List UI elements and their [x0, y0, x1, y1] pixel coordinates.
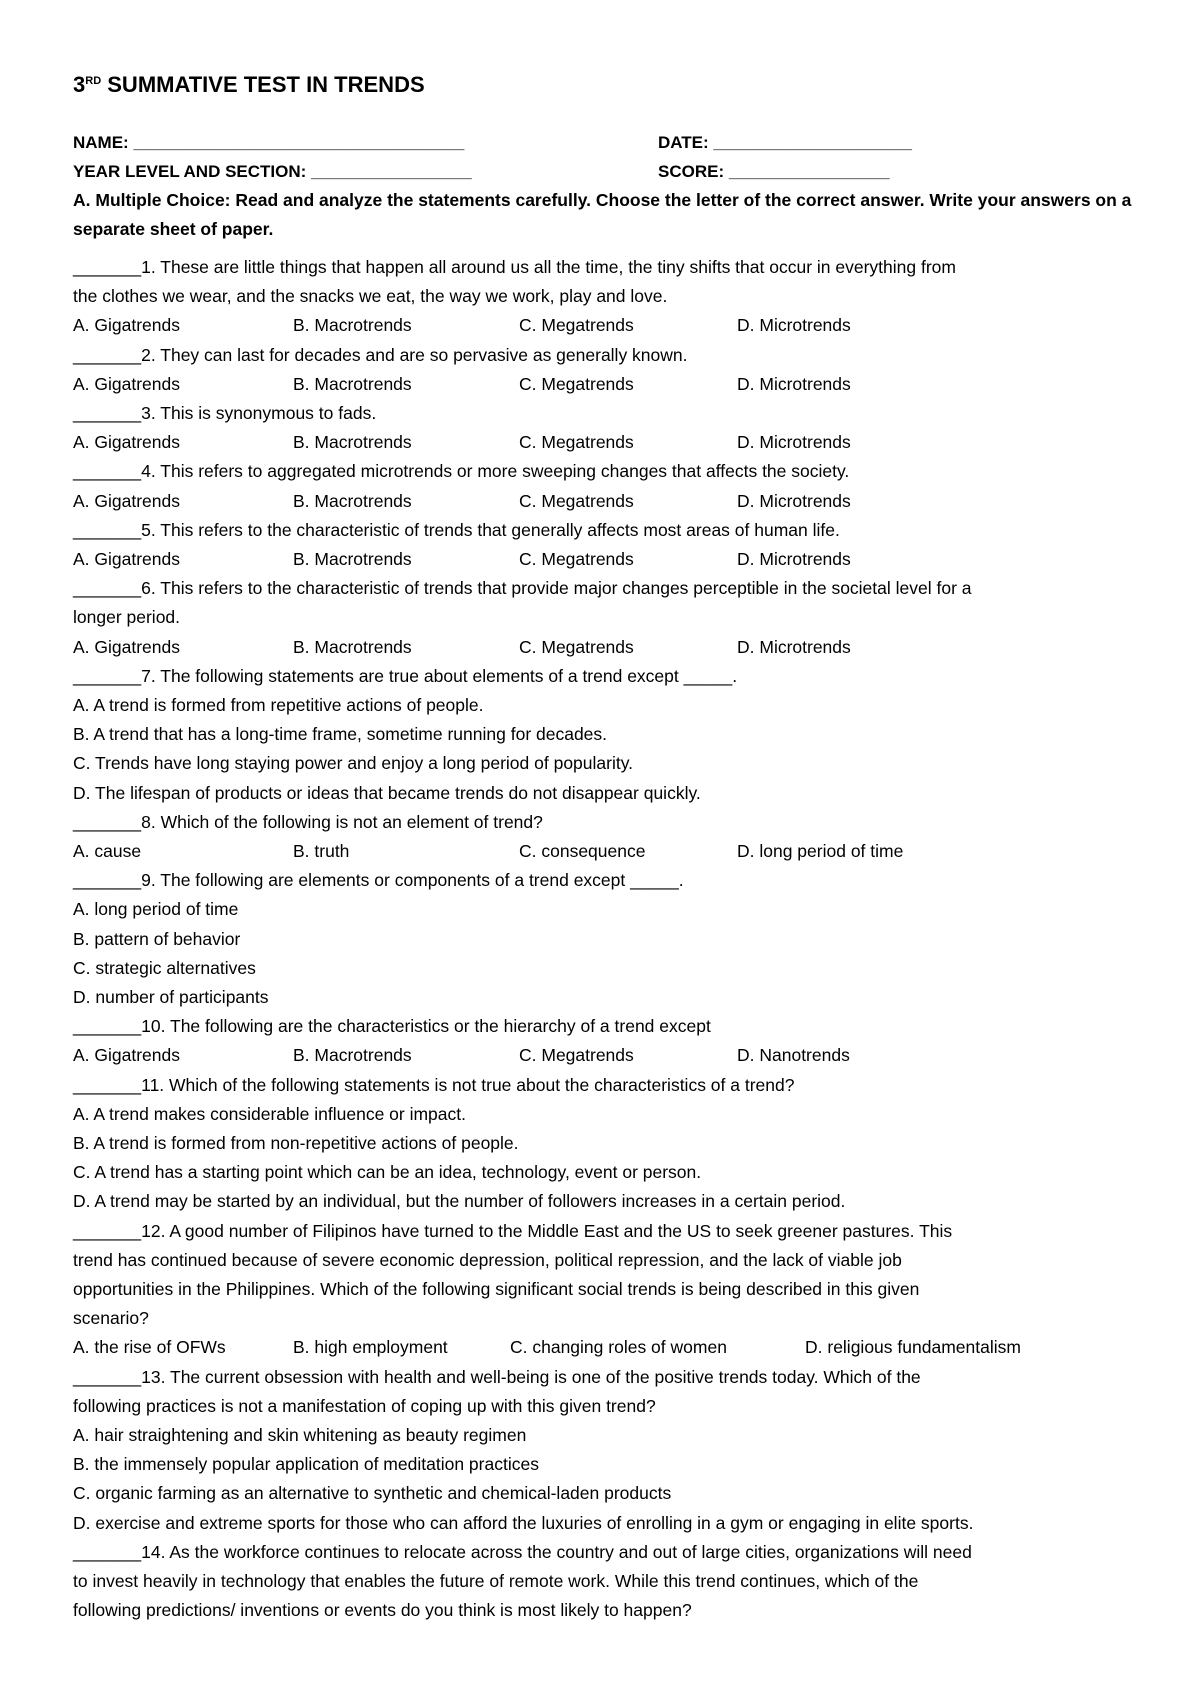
question-7-option-b: B. A trend that has a long-time frame, sometime running for decades. — [73, 724, 608, 745]
title-number: 3 — [73, 72, 86, 97]
question-1-line-2: the clothes we wear, and the snacks we eat, the way we work, play and love. — [73, 286, 668, 307]
option-c: C. Megatrends — [519, 432, 634, 453]
question-7: _______7. The following statements are true about elements of a trend except _____. — [73, 665, 738, 686]
question-10-options — [73, 1041, 1143, 1070]
option-b: B. Macrotrends — [293, 1045, 412, 1066]
name-field: NAME: ___________________________________ — [73, 133, 465, 152]
option-c: C. changing roles of women — [510, 1337, 727, 1358]
question-12-line-2: trend has continued because of severe economic depression, political repression, and the lack of viable job — [73, 1249, 902, 1270]
option-d: D. Microtrends — [737, 373, 851, 394]
question-8-options — [73, 837, 1143, 866]
question-4-options — [73, 487, 1143, 516]
question-1-line-1: _______1. These are little things that happen all around us all the time, the tiny shifts that occur in everything from — [73, 257, 956, 277]
option-b: B. Macrotrends — [293, 432, 412, 453]
option-d: D. Nanotrends — [737, 1045, 850, 1066]
question-9-option-b: B. pattern of behavior — [73, 928, 241, 949]
option-d: D. religious fundamentalism — [805, 1337, 1021, 1358]
question-11: _______11. Which of the following statements is not true about the characteristics of a trend? — [73, 1074, 795, 1095]
question-4: _______4. This refers to aggregated microtrends or more sweeping changes that affects the society. — [73, 461, 850, 482]
option-d: D. Microtrends — [737, 432, 851, 453]
question-13-line-2: following practices is not a manifestation of coping up with this given trend? — [73, 1395, 656, 1416]
instructions: A. Multiple Choice: Read and analyze the statements carefully. Choose the letter of the correct answer. Write your answers on a separate sheet of paper. — [73, 190, 1132, 239]
question-2-options — [73, 370, 1143, 399]
question-7-option-c: C. Trends have long staying power and enjoy a long period of popularity. — [73, 753, 634, 774]
question-3-options — [73, 428, 1143, 457]
option-d: D. Microtrends — [737, 548, 851, 569]
option-b: B. high employment — [293, 1337, 448, 1358]
option-c: C. Megatrends — [519, 373, 634, 394]
question-9: _______9. The following are elements or components of a trend except _____. — [73, 870, 684, 891]
question-13-option-d: D. exercise and extreme sports for those who can afford the luxuries of enrolling in a gym or engaging in elite sports. — [73, 1512, 974, 1533]
option-c: C. Megatrends — [519, 490, 634, 511]
question-13-option-b: B. the immensely popular application of meditation practices — [73, 1454, 539, 1475]
header-row-2 — [73, 157, 1143, 186]
question-12-line-1: _______12. A good number of Filipinos have turned to the Middle East and the US to seek greener pastures. This — [73, 1220, 953, 1241]
question-14-line-2: to invest heavily in technology that enables the future of remote work. While this trend continues, which of the — [73, 1571, 919, 1591]
question-9-option-a: A. long period of time — [73, 899, 239, 920]
question-12-line-3: opportunities in the Philippines. Which of the following significant social trends is being described in this given — [73, 1278, 920, 1299]
option-a: A. Gigatrends — [73, 548, 180, 569]
option-a: A. Gigatrends — [73, 315, 180, 336]
option-c: C. Megatrends — [519, 1045, 634, 1066]
title-superscript: RD — [85, 75, 102, 87]
option-a: A. the rise of OFWs — [73, 1337, 226, 1358]
question-8: _______8. Which of the following is not an element of trend? — [73, 811, 543, 832]
option-c: C. Megatrends — [519, 548, 634, 569]
option-c: C. Megatrends — [519, 315, 634, 336]
question-12-line-4: scenario? — [73, 1308, 149, 1329]
option-b: B. Macrotrends — [293, 636, 412, 657]
question-6-line-2: longer period. — [73, 607, 181, 628]
option-d: D. Microtrends — [737, 636, 851, 657]
question-5-options — [73, 545, 1143, 574]
option-a: A. Gigatrends — [73, 432, 180, 453]
option-b: B. Macrotrends — [293, 315, 412, 336]
option-b: B. truth — [293, 840, 350, 861]
question-1-options — [73, 311, 1143, 340]
option-d: D. Microtrends — [737, 315, 851, 336]
question-12-options — [73, 1333, 1143, 1362]
question-5: _______5. This refers to the characteristic of trends that generally affects most areas of human life. — [73, 519, 840, 540]
score-field: SCORE: _________________ — [658, 162, 890, 181]
option-b: B. Macrotrends — [293, 373, 412, 394]
question-7-option-a: A. A trend is formed from repetitive actions of people. — [73, 694, 484, 715]
question-14-line-3: following predictions/ inventions or events do you think is most likely to happen? — [73, 1600, 692, 1621]
option-a: A. Gigatrends — [73, 490, 180, 511]
header-row-1 — [73, 128, 1143, 157]
option-d: D. Microtrends — [737, 490, 851, 511]
option-a: A. cause — [73, 840, 142, 861]
question-9-option-c: C. strategic alternatives — [73, 957, 256, 978]
question-11-option-b: B. A trend is formed from non-repetitive actions of people. — [73, 1132, 519, 1153]
option-b: B. Macrotrends — [293, 548, 412, 569]
question-13-option-a: A. hair straightening and skin whitening as beauty regimen — [73, 1424, 527, 1445]
question-13-line-1: _______13. The current obsession with health and well-being is one of the positive trends today. Which of the — [73, 1366, 921, 1387]
question-11-option-c: C. A trend has a starting point which can be an idea, technology, event or person. — [73, 1162, 702, 1183]
question-9-option-d: D. number of participants — [73, 986, 269, 1007]
option-c: C. consequence — [519, 840, 646, 861]
question-6-line-1: _______6. This refers to the characteristic of trends that provide major changes perceptible in the societal level for a — [73, 578, 972, 599]
test-page — [73, 70, 1143, 1625]
option-b: B. Macrotrends — [293, 490, 412, 511]
option-c: C. Megatrends — [519, 636, 634, 657]
question-10: _______10. The following are the characteristics or the hierarchy of a trend except — [73, 1016, 711, 1037]
title-text: SUMMATIVE TEST IN TRENDS — [101, 72, 425, 97]
date-field: DATE: _____________________ — [658, 133, 912, 152]
question-11-option-d: D. A trend may be started by an individual, but the number of followers increases in a certain period. — [73, 1191, 846, 1212]
question-11-option-a: A. A trend makes considerable influence or impact. — [73, 1103, 466, 1124]
option-a: A. Gigatrends — [73, 1045, 180, 1066]
year-section-field: YEAR LEVEL AND SECTION: _________________ — [73, 162, 472, 181]
question-7-option-d: D. The lifespan of products or ideas that became trends do not disappear quickly. — [73, 782, 701, 803]
question-2: _______2. They can last for decades and are so pervasive as generally known. — [73, 344, 688, 365]
page-title — [73, 70, 1143, 100]
question-14-line-1: _______14. As the workforce continues to relocate across the country and out of large cities, organizations will need — [73, 1541, 972, 1562]
question-3: _______3. This is synonymous to fads. — [73, 402, 377, 423]
question-13-option-c: C. organic farming as an alternative to synthetic and chemical-laden products — [73, 1483, 672, 1504]
question-6-options — [73, 633, 1143, 662]
option-a: A. Gigatrends — [73, 373, 180, 394]
option-a: A. Gigatrends — [73, 636, 180, 657]
option-d: D. long period of time — [737, 840, 904, 861]
